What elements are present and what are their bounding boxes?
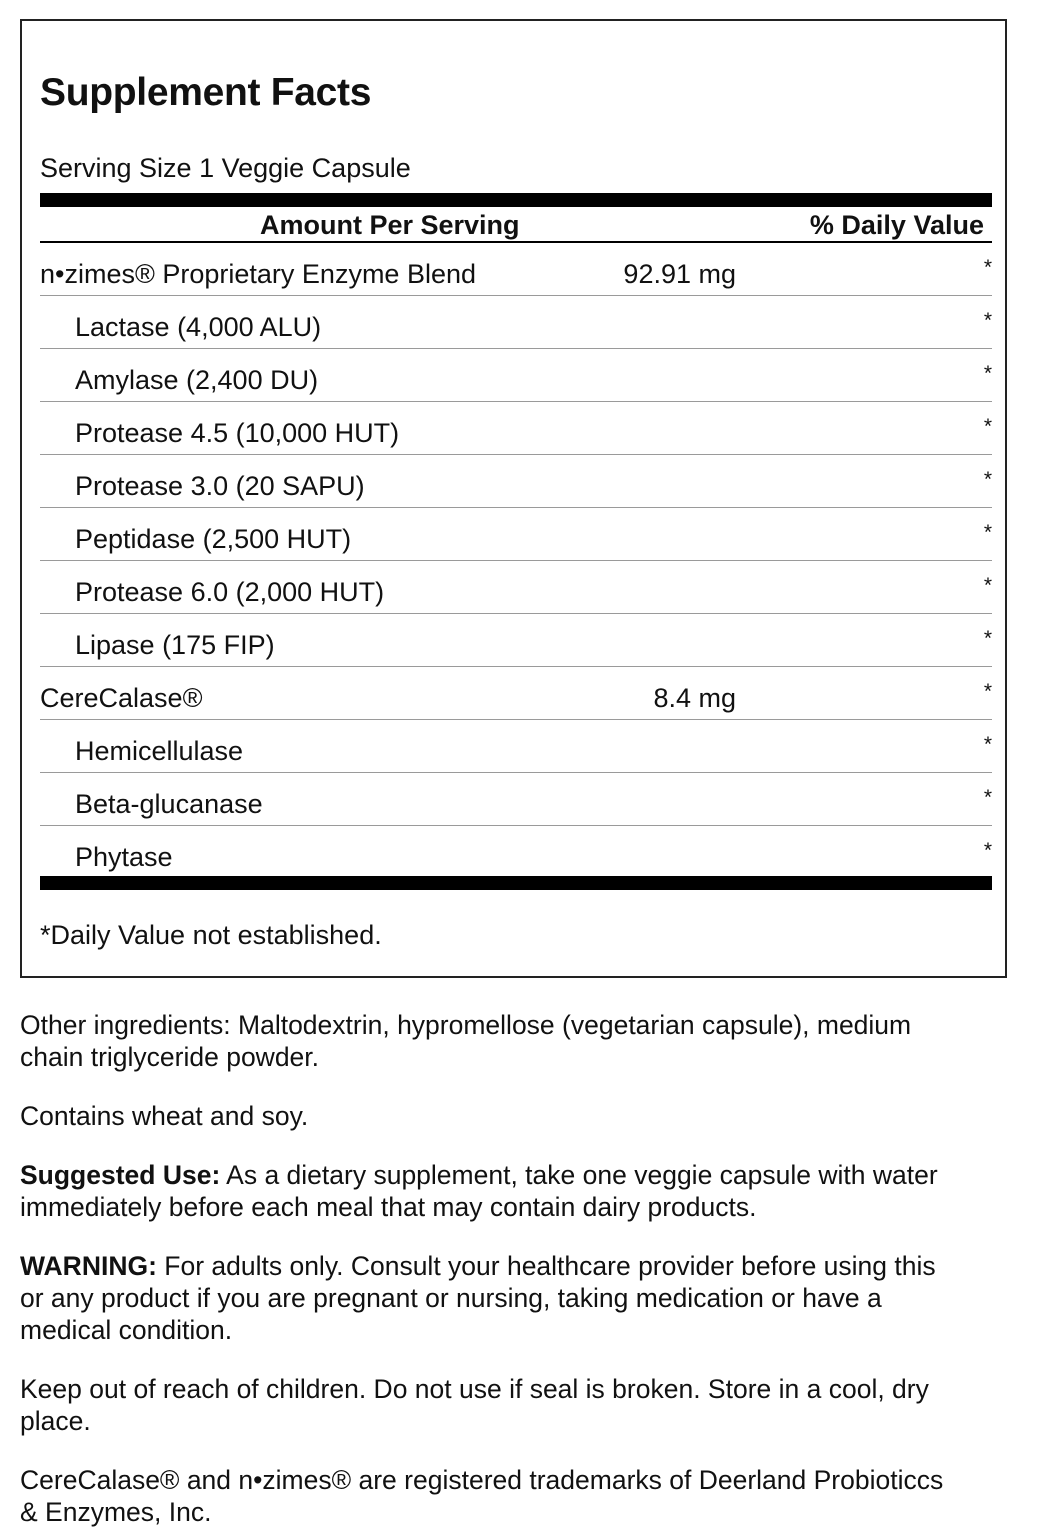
facts-row: [40, 826, 992, 879]
facts-row: [40, 667, 992, 720]
suggested-use-line-2: immediately before each meal that may contain dairy products.: [20, 1192, 757, 1222]
ingredient-daily-value: *: [983, 733, 992, 756]
thick-rule-bottom: [40, 876, 992, 890]
daily-value-footnote: *Daily Value not established.: [40, 920, 382, 950]
other-ingredients-line-2: chain triglyceride powder.: [20, 1042, 320, 1072]
thick-rule-top: [40, 193, 992, 207]
ingredient-name: Lactase (4,000 ALU): [75, 312, 322, 342]
serving-size: Serving Size 1 Veggie Capsule: [40, 153, 411, 183]
ingredient-name: Protease 4.5 (10,000 HUT): [75, 418, 400, 448]
ingredient-daily-value: *: [983, 574, 992, 597]
warning: [20, 1250, 1020, 1346]
ingredient-daily-value: *: [983, 309, 992, 332]
facts-row: [40, 561, 992, 614]
ingredient-amount: 8.4 mg: [653, 683, 736, 713]
ingredient-daily-value: *: [983, 680, 992, 703]
ingredient-daily-value: *: [983, 839, 992, 862]
facts-row: [40, 296, 992, 349]
facts-row: [40, 402, 992, 455]
suggested-use-label: Suggested Use:: [20, 1160, 221, 1190]
ingredient-name: CereCalase®: [40, 683, 203, 713]
ingredient-daily-value: *: [983, 627, 992, 650]
other-ingredients-line-1: Other ingredients: Maltodextrin, hypromellose (vegetarian capsule), medium: [20, 1010, 912, 1040]
facts-title: Supplement Facts: [40, 71, 372, 114]
facts-row: [40, 720, 992, 773]
facts-header-row: [40, 207, 992, 243]
other-ingredients: [20, 1009, 1020, 1073]
trademark-line-1: CereCalase® and n•zimes® are registered trademarks of Deerland Probioticcs: [20, 1465, 944, 1495]
trademark-line-2: & Enzymes, Inc.: [20, 1497, 212, 1527]
facts-row: [40, 349, 992, 402]
ingredient-name: Hemicellulase: [75, 736, 244, 766]
facts-row: [40, 614, 992, 667]
ingredient-name: Peptidase (2,500 HUT): [75, 524, 352, 554]
allergen-statement: Contains wheat and soy.: [20, 1101, 309, 1131]
warning-line-2: or any product if you are pregnant or nursing, taking medication or have a: [20, 1283, 882, 1313]
facts-row: [40, 773, 992, 826]
suggested-use-line-1: As a dietary supplement, take one veggie capsule with water: [220, 1160, 938, 1190]
ingredient-name: Phytase: [75, 842, 173, 872]
ingredient-daily-value: *: [983, 415, 992, 438]
facts-row: [40, 508, 992, 561]
ingredient-daily-value: *: [983, 468, 992, 491]
ingredient-daily-value: *: [983, 362, 992, 385]
storage-line-1: Keep out of reach of children. Do not use if seal is broken. Store in a cool, dry: [20, 1374, 929, 1404]
ingredient-rows: [40, 243, 992, 879]
ingredient-name: Protease 6.0 (2,000 HUT): [75, 577, 385, 607]
trademark-notice: [20, 1464, 1020, 1528]
ingredient-name: Amylase (2,400 DU): [75, 365, 319, 395]
ingredient-daily-value: *: [983, 786, 992, 809]
daily-value-header: % Daily Value: [809, 210, 984, 240]
storage-instructions: [20, 1373, 1020, 1437]
facts-row: [40, 455, 992, 508]
ingredient-daily-value: *: [983, 521, 992, 544]
amount-per-serving-header: Amount Per Serving: [260, 210, 520, 240]
supplement-facts-panel: [20, 19, 1007, 978]
ingredient-amount: 92.91 mg: [623, 259, 736, 289]
ingredient-name: Beta-glucanase: [75, 789, 263, 819]
warning-line-1: For adults only. Consult your healthcare provider before using this: [156, 1251, 936, 1281]
warning-line-3: medical condition.: [20, 1315, 233, 1345]
ingredient-name: n•zimes® Proprietary Enzyme Blend: [40, 259, 477, 289]
suggested-use: [20, 1159, 1020, 1223]
storage-line-2: place.: [20, 1406, 91, 1436]
ingredient-name: Protease 3.0 (20 SAPU): [75, 471, 365, 501]
facts-row: [40, 243, 992, 296]
ingredient-daily-value: *: [983, 256, 992, 279]
warning-label: WARNING:: [20, 1251, 157, 1281]
ingredient-name: Lipase (175 FIP): [75, 630, 275, 660]
